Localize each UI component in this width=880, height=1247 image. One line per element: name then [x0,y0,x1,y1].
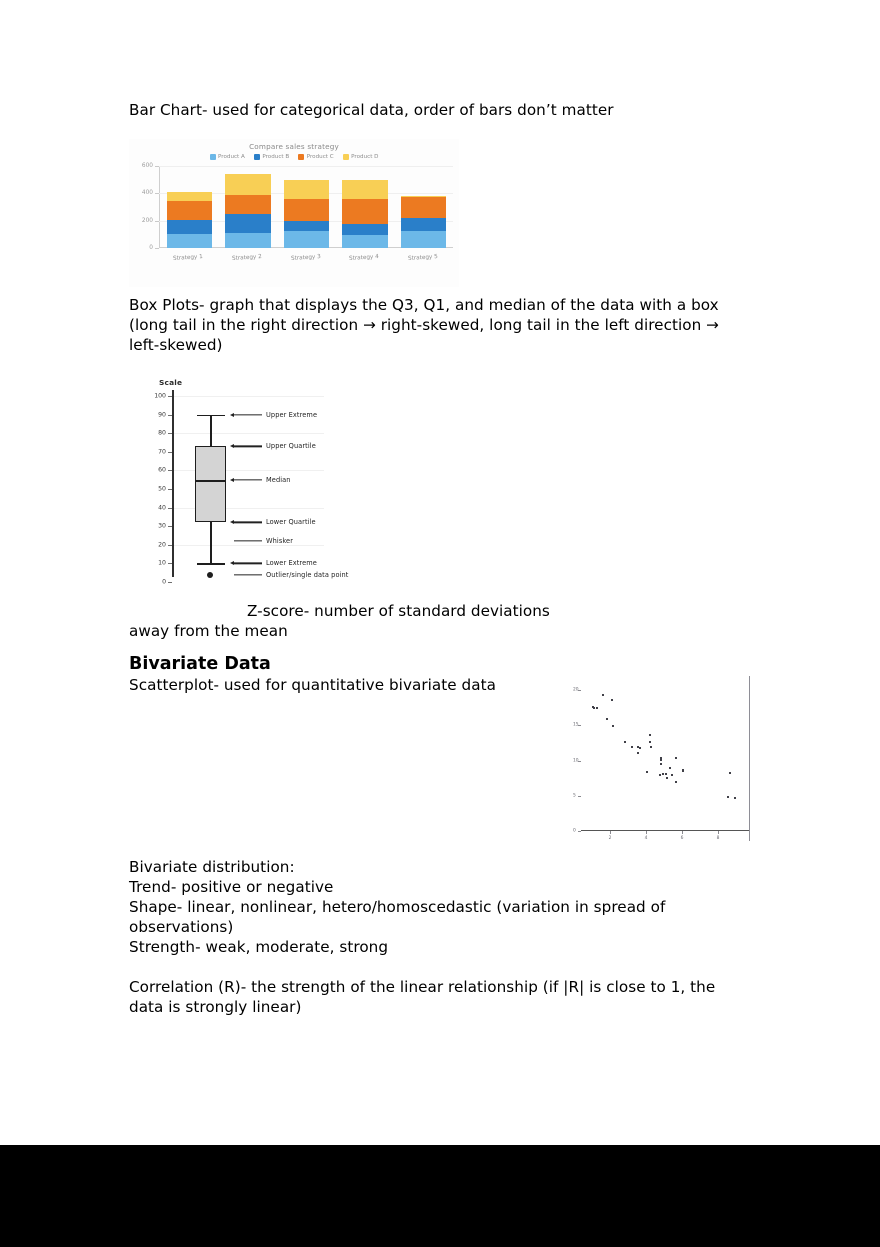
bar-chart-segment[interactable] [167,201,212,220]
bar-chart-segment[interactable] [225,233,270,248]
bar-chart-segment[interactable] [342,180,387,199]
box-plot-upper-cap [197,415,225,417]
box-plot-annotation-label: Outlier/single data point [266,570,349,579]
scatterplot-point [729,772,731,774]
scatterplot-x-tick [682,831,683,834]
box-plot-gridline [174,396,324,397]
bar-chart-segment[interactable] [167,234,212,248]
scatterplot-point [665,773,667,775]
bar-chart-segment[interactable] [401,231,446,248]
box-plot-outlier-point [207,572,213,578]
box-plot-y-tick [168,452,172,453]
scatterplot-y-label: 15 [573,722,579,728]
scatterplot-point [639,747,641,749]
box-plot-annotation-label: Lower Extreme [266,559,317,568]
scatterplot-y-label: 20 [573,687,579,693]
scatterplot-point [734,797,736,799]
bar-chart-segment[interactable] [167,220,212,234]
legend-item [210,154,245,160]
bar-chart-bar-stack[interactable] [342,180,387,248]
heading-bivariate-data: Bivariate Data [129,654,271,674]
bar-chart-y-tick [155,248,159,249]
bar-chart-figure [129,139,459,287]
legend-label-product-b: Product B [262,154,290,160]
scatterplot-point [596,707,598,709]
box-plot-y-label: 40 [158,504,166,512]
box-plot-y-label: 0 [162,578,166,586]
bar-chart-segment[interactable] [401,218,446,231]
box-plot-y-tick [168,396,172,397]
scatterplot-point [671,774,673,776]
scatterplot-point [602,694,604,696]
box-plot-annotation-label: Lower Quartile [266,518,316,527]
bar-chart-x-label: Strategy 4 [348,253,380,263]
box-plot-box [195,446,226,522]
scatterplot-point [660,763,662,765]
scatterplot-point [650,746,652,748]
box-plot-annotation-label: Whisker [266,537,294,546]
box-plot-y-tick [168,433,172,434]
bar-chart-bar-stack[interactable] [225,174,270,248]
bar-chart-segment[interactable] [225,214,270,233]
scatterplot-x-label: 4 [644,836,648,841]
bar-chart-segment[interactable] [401,197,446,218]
box-plot-y-axis [172,390,174,577]
box-plot-annotation-arrowhead [230,413,234,417]
scatterplot-point [675,757,677,759]
scatterplot-y-label: 5 [573,793,576,799]
paragraph-box-plots-note: Box Plots- graph that displays the Q3, Q1, and median of the data with a box (long tail in the right direction → right-skewed, long tail in the left direction → left-skewed) [129,296,719,354]
box-plot-y-label: 100 [154,392,166,400]
bar-chart-segment[interactable] [284,180,329,199]
scatterplot-point [612,725,614,727]
paragraph-correlation: Correlation (R)- the strength of the linear relationship (if |R| is close to 1, the data is strongly linear) [129,978,716,1016]
box-plot-annotation-arrowhead [230,444,234,448]
scatterplot-y-tick [578,831,581,832]
bar-chart-segment[interactable] [225,174,270,195]
box-plot-title: Scale [159,378,183,387]
box-plot-annotation-arrow [234,563,262,564]
scatterplot-y-label: 10 [573,758,579,763]
box-plot-y-label: 50 [158,485,166,493]
box-plot-annotation-label: Upper Extreme [266,410,318,419]
bar-chart-legend [129,154,459,160]
scatterplot-point [606,718,608,720]
box-plot-y-label: 70 [158,448,166,456]
bar-chart-x-label: Strategy 5 [407,253,438,263]
bar-chart-segment[interactable] [342,235,387,248]
box-plot-y-tick [168,582,172,583]
box-plot-y-tick [168,508,172,509]
scatterplot-x-tick [610,831,611,834]
scatterplot-y-label: 0 [573,828,576,834]
legend-item [254,154,289,160]
bar-chart-bar-stack[interactable] [167,192,212,248]
box-plot-annotation-arrowhead [230,561,234,565]
scatterplot-point [659,774,661,776]
scatterplot-x-tick [718,831,719,834]
scatterplot-x-axis [581,830,749,831]
scatterplot-point [727,796,729,798]
box-plot-annotation-arrowhead [230,520,234,524]
legend-label-product-a: Product A [218,154,245,160]
bar-chart-x-label: Strategy 1 [173,253,204,263]
legend-swatch-product-c [298,154,304,160]
scatterplot-x-label: 6 [680,836,684,841]
paragraph-z-score-line1: Z-score- number of standard deviations [247,602,550,620]
scatterplot-point [646,771,648,773]
box-plot-annotation-arrowhead [230,478,234,482]
scatterplot-x-label: 2 [608,836,612,841]
box-plot-annotation-arrow [234,479,262,480]
box-plot-gridline [174,433,324,434]
box-plot-annotation-arrow [234,574,262,575]
scatterplot-point [649,741,651,743]
paragraph-strength: Strength- weak, moderate, strong [129,938,389,956]
legend-swatch-product-a [210,154,216,160]
box-plot-y-label: 60 [158,466,166,474]
box-plot-gridline [174,545,324,546]
bar-chart-y-label: 600 [141,163,153,169]
scatterplot-point [660,759,662,761]
scatterplot-point [666,777,668,779]
box-plot-annotation-arrow [234,522,262,523]
bar-chart-y-label: 400 [141,190,153,197]
legend-item [298,154,333,160]
scatterplot-plot-area [573,686,749,841]
bar-chart-bars [160,166,453,248]
paragraph-shape: Shape- linear, nonlinear, hetero/homoscedastic (variation in spread of observations) [129,898,666,936]
scatterplot-figure [573,676,750,841]
scatterplot-point [682,769,684,771]
scatterplot-point [669,767,671,769]
box-plot-plot-area [142,390,364,595]
paragraph-bivariate-distribution: Bivariate distribution: [129,858,295,876]
box-plot-y-tick [168,415,172,416]
box-plot-y-label: 80 [158,429,166,437]
paragraph-bar-chart-note: Bar Chart- used for categorical data, order of bars don’t matter [129,101,614,119]
box-plot-annotation-arrow [234,446,262,447]
bar-chart-segment[interactable] [284,221,329,231]
scatterplot-point [631,746,633,748]
scatterplot-point [649,734,651,736]
legend-label-product-d: Product D [351,154,379,160]
bar-chart-segment[interactable] [284,231,329,248]
box-plot-y-label: 90 [158,411,166,419]
scatterplot-point [611,699,613,701]
legend-swatch-product-d [343,154,349,160]
box-plot-y-tick [168,489,172,490]
bar-chart-bar-stack[interactable] [284,180,329,248]
bar-chart-bar-stack[interactable] [401,196,446,248]
scatterplot-point [675,781,677,783]
box-plot-y-tick [168,563,172,564]
scatterplot-point [624,741,626,743]
spacer [129,957,747,977]
box-plot-y-tick [168,545,172,546]
box-plot-y-label: 30 [158,522,166,530]
box-plot-lower-cap [197,563,225,565]
scatterplot-y-tick [578,796,581,797]
box-plot-y-label: 10 [158,559,166,567]
legend-label-product-c: Product C [306,154,334,160]
legend-swatch-product-b [254,154,260,160]
bar-chart-y-label: 0 [149,245,153,251]
box-plot-y-tick [168,526,172,527]
bar-chart-segment[interactable] [167,192,212,201]
bar-chart-segment[interactable] [342,199,387,224]
box-plot-annotation-label: Upper Quartile [266,442,316,451]
bar-chart-x-label: Strategy 3 [290,253,321,263]
bar-chart-segment[interactable] [342,224,387,235]
bar-chart-y-label: 200 [141,217,153,224]
bar-chart-segment[interactable] [284,199,329,222]
box-plot-annotation-label: Median [266,475,291,484]
bar-chart-x-label: Strategy 2 [231,253,262,263]
paragraph-scatterplot-note: Scatterplot- used for quantitative bivariate data [129,676,496,694]
legend-item [343,154,379,160]
paragraph-z-score-line2: away from the mean [129,622,288,640]
box-plot-y-label: 20 [158,541,166,549]
box-plot-y-tick [168,470,172,471]
scatterplot-x-tick [646,831,647,834]
box-plot-median-line [195,480,226,482]
paragraph-trend: Trend- positive or negative [129,878,334,896]
scatterplot-x-label: 8 [716,836,720,841]
spacer [129,641,747,653]
box-plot-annotation-arrow [234,414,262,415]
bar-chart-plot-area [129,163,459,263]
box-plot-annotation-arrow [234,540,262,541]
scatterplot-point [637,752,639,754]
bar-chart-segment[interactable] [225,195,270,214]
bar-chart-title: Compare sales strategy [249,142,339,151]
page-bottom-black-band [0,1145,880,1247]
box-plot-figure [142,375,364,601]
